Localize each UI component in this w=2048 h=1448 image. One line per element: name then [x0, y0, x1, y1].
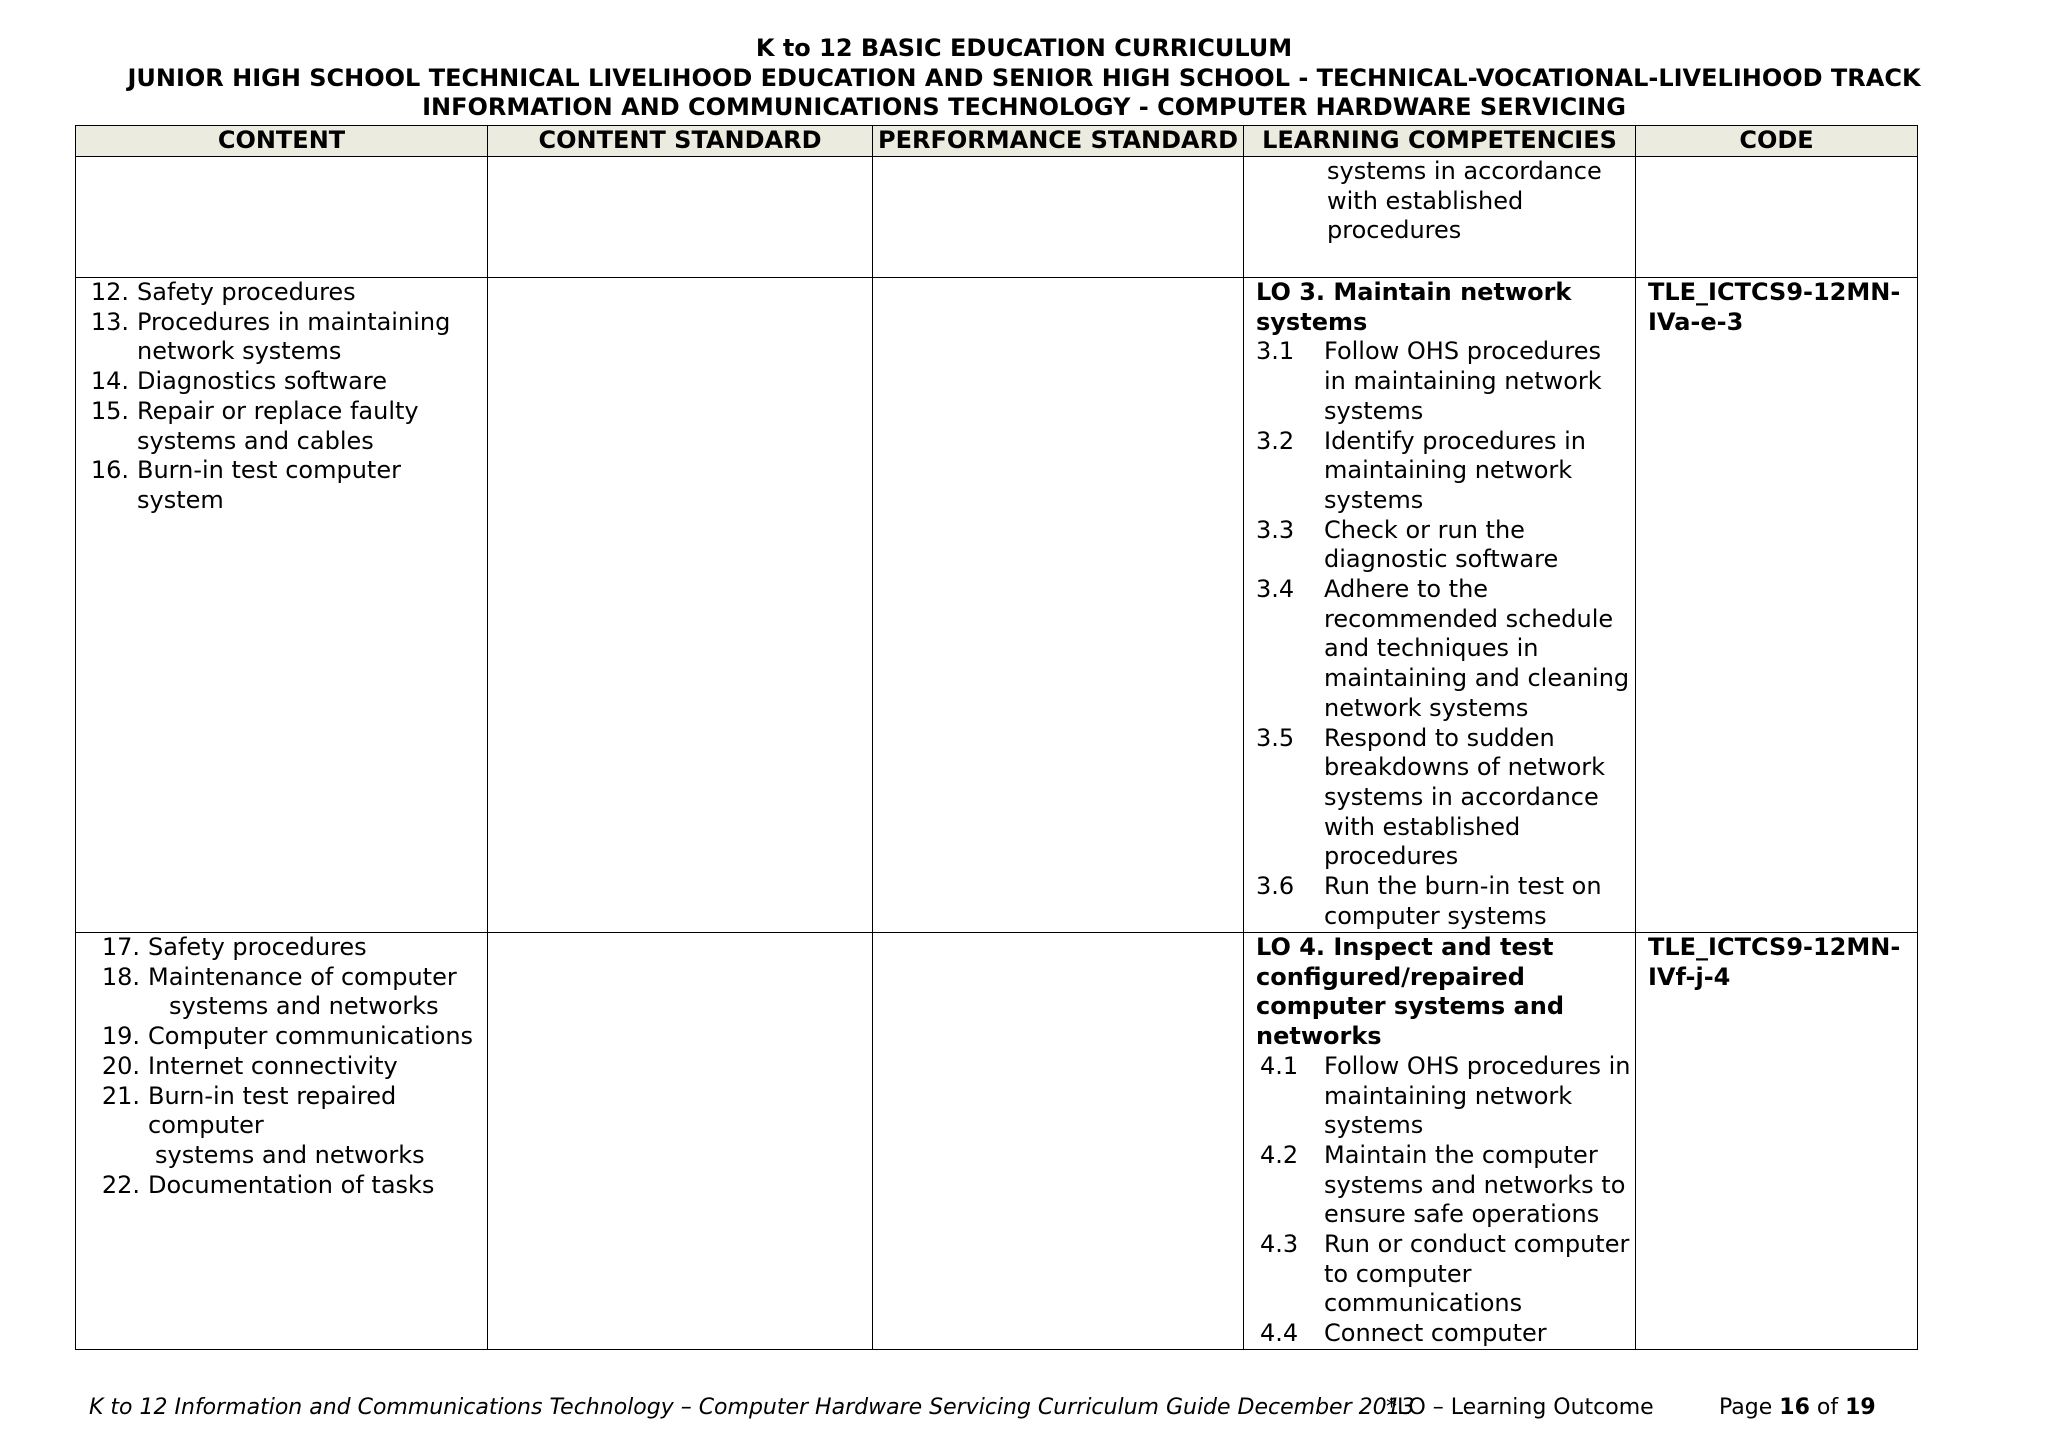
content-item-text	[148, 933, 487, 963]
learning-outcome-title-line: LO 3. Maintain network	[1256, 278, 1572, 306]
content-item-text	[148, 1022, 487, 1052]
competency-text-line: network systems	[1324, 693, 1529, 722]
competency-text-line: to computer	[1324, 1259, 1472, 1288]
competency-code-line: IVa-e-3	[1648, 307, 1744, 336]
content-standard-cell	[488, 157, 873, 278]
page-of: of	[1816, 1395, 1839, 1420]
content-item-line: Diagnostics software	[137, 367, 387, 396]
column-header-code: CODE	[1636, 126, 1918, 157]
competency-item	[1244, 337, 1635, 426]
content-item-text	[148, 1171, 487, 1201]
competency-block	[1244, 278, 1635, 932]
competency-item	[1244, 1141, 1635, 1230]
content-item-text	[148, 1082, 487, 1171]
content-list	[76, 933, 487, 1349]
competency-text-line: Maintain the computer	[1324, 1140, 1598, 1169]
learning-outcome-title-line: systems	[1256, 307, 1368, 336]
competency-text-line: Adhere to the	[1324, 575, 1489, 604]
content-item-line: network systems	[137, 337, 342, 366]
table-header-row	[76, 126, 1918, 157]
content-item-number: 20.	[101, 1051, 140, 1080]
code-cell	[1636, 278, 1918, 933]
competency-line: with established	[1327, 186, 1524, 215]
column-header-content: CONTENT	[76, 126, 488, 157]
competency-number: 4.2	[1260, 1140, 1299, 1169]
performance-standard-cell	[873, 157, 1244, 278]
competency-text-line: in maintaining network	[1324, 367, 1602, 396]
content-item-line: Procedures in maintaining	[137, 307, 451, 336]
table-row	[76, 278, 1918, 933]
content-item-text	[137, 278, 487, 308]
content-item-number: 18.	[101, 962, 140, 991]
content-item-text	[148, 1052, 487, 1082]
performance-standard-cell	[873, 278, 1244, 933]
competency-item	[1244, 872, 1635, 931]
content-item-line: Burn-in test repaired	[148, 1081, 397, 1110]
competency-item	[1244, 575, 1635, 724]
competency-text	[1324, 337, 1635, 426]
content-item	[76, 308, 487, 367]
competency-text-line: systems and networks to	[1324, 1170, 1626, 1199]
competency-text-line: Respond to sudden	[1324, 723, 1555, 752]
competency-text-line: maintaining network	[1324, 456, 1573, 485]
page-current: 16	[1779, 1395, 1810, 1420]
content-item-line: Repair or replace faulty	[137, 396, 419, 425]
competency-text-line: maintaining and cleaning	[1324, 664, 1630, 693]
content-item	[76, 278, 487, 308]
competency-list	[1244, 337, 1635, 931]
competency-text	[1324, 575, 1635, 724]
competency-number: 4.1	[1260, 1051, 1299, 1080]
competency-line: systems in accordance	[1327, 157, 1602, 185]
content-item	[76, 456, 487, 515]
competency-number: 3.5	[1256, 723, 1295, 752]
content-item-number: 13.	[90, 307, 129, 336]
competency-text-line: diagnostic software	[1324, 545, 1559, 574]
competency-text-line: Connect computer	[1324, 1319, 1547, 1348]
competency-continuation	[1244, 157, 1635, 277]
competency-item	[1244, 1319, 1635, 1349]
content-item-line: Burn-in test computer system	[137, 456, 401, 514]
table-row	[76, 933, 1918, 1350]
competency-text-line: breakdowns of network	[1324, 753, 1606, 782]
competency-text-line: Run the burn-in test on	[1324, 872, 1602, 901]
content-item	[76, 1022, 487, 1052]
content-item-line: systems and cables	[137, 426, 374, 455]
content-item	[76, 367, 487, 397]
competency-text-line: systems	[1324, 1111, 1424, 1140]
content-item-line: systems and networks	[155, 1140, 425, 1169]
content-item	[76, 1082, 487, 1171]
content-cell	[76, 157, 488, 278]
competency-text	[1324, 1230, 1635, 1319]
content-item-number: 16.	[90, 456, 129, 485]
learning-competencies-cell	[1244, 278, 1636, 933]
content-item-text	[137, 308, 487, 367]
content-standard-cell	[488, 933, 873, 1350]
content-item-line: Safety procedures	[137, 278, 356, 306]
competency-number: 3.2	[1256, 426, 1295, 455]
performance-standard-cell	[873, 933, 1244, 1350]
content-item-line: Computer communications	[148, 1022, 474, 1051]
learning-outcome-title	[1244, 278, 1635, 337]
competency-code-line: TLE_ICTCS9-12MN-	[1648, 933, 1901, 961]
content-item-number: 21.	[101, 1081, 140, 1110]
content-cell	[76, 933, 488, 1350]
content-item	[76, 397, 487, 456]
competency-number: 3.6	[1256, 872, 1295, 901]
content-item-number: 22.	[101, 1170, 140, 1199]
column-header-learning-competencies: LEARNING COMPETENCIES	[1244, 126, 1636, 157]
competency-code	[1636, 933, 1917, 1349]
learning-outcome-title-line: configured/repaired	[1256, 962, 1525, 991]
competency-text-line: and techniques in	[1324, 634, 1539, 663]
content-item-number: 12.	[90, 278, 129, 306]
header-line-1: K to 12 BASIC EDUCATION CURRICULUM	[755, 34, 1293, 62]
competency-text-line: procedures	[1324, 842, 1459, 871]
column-header-performance-standard: PERFORMANCE STANDARD	[873, 126, 1244, 157]
competency-number: 4.4	[1260, 1319, 1299, 1348]
competency-text	[1324, 872, 1635, 931]
content-item-number: 17.	[101, 933, 140, 961]
content-item	[76, 1052, 487, 1082]
content-item-line: systems and networks	[169, 992, 439, 1021]
competency-text-line: Check or run the	[1324, 515, 1525, 544]
competency-text-line: Follow OHS procedures in	[1324, 1051, 1631, 1080]
column-header-content-standard: CONTENT STANDARD	[488, 126, 873, 157]
competency-text-line: systems	[1324, 485, 1424, 514]
code-cell	[1636, 157, 1918, 278]
content-item	[76, 933, 487, 963]
header-line-3: INFORMATION AND COMMUNICATIONS TECHNOLOGY - COMPUTER HARDWARE SERVICING	[422, 93, 1626, 121]
competency-line: procedures	[1327, 216, 1462, 245]
learning-outcome-title	[1244, 933, 1635, 1052]
content-item-text	[137, 367, 487, 397]
document-header	[0, 34, 2048, 123]
content-item	[76, 1171, 487, 1201]
page-label: Page	[1719, 1395, 1773, 1420]
competency-text-line: systems	[1324, 396, 1424, 425]
competency-text	[1324, 1141, 1635, 1230]
header-line-2: JUNIOR HIGH SCHOOL TECHNICAL LIVELIHOOD EDUCATION AND SENIOR HIGH SCHOOL - TECHNICAL-VOCATIONAL-LIVELIHOOD TRACK	[127, 63, 1921, 92]
content-item-text	[148, 963, 487, 1022]
content-item-line: computer	[148, 1111, 264, 1140]
competency-text-line: Follow OHS procedures	[1324, 337, 1601, 366]
competency-item	[1244, 427, 1635, 516]
competency-text-line: recommended schedule	[1324, 604, 1614, 633]
content-item-number: 15.	[90, 396, 129, 425]
content-item-line: Maintenance of computer	[148, 962, 457, 991]
competency-list	[1244, 1052, 1635, 1349]
content-item-line: Safety procedures	[148, 933, 367, 961]
competency-item	[1244, 516, 1635, 575]
content-list	[76, 278, 487, 932]
competency-number: 3.1	[1256, 337, 1295, 366]
competency-text-line: maintaining network	[1324, 1081, 1573, 1110]
competency-text-line: systems in accordance	[1324, 782, 1599, 811]
content-item-number: 14.	[90, 367, 129, 396]
content-item-text	[137, 456, 487, 515]
content-cell	[76, 278, 488, 933]
learning-competencies-cell	[1244, 933, 1636, 1350]
content-item-text	[137, 397, 487, 456]
content-standard-cell	[488, 278, 873, 933]
competency-code-line: TLE_ICTCS9-12MN-	[1648, 278, 1901, 306]
competency-text	[1324, 1319, 1635, 1349]
competency-text	[1324, 1052, 1635, 1141]
competency-text	[1324, 516, 1635, 575]
competency-text-line: Run or conduct computer	[1324, 1230, 1630, 1259]
competency-number: 4.3	[1260, 1230, 1299, 1259]
competency-block	[1244, 933, 1635, 1349]
competency-text	[1324, 724, 1635, 873]
learning-outcome-title-line: computer systems and	[1256, 992, 1565, 1021]
page-total: 19	[1845, 1395, 1876, 1420]
code-cell	[1636, 933, 1918, 1350]
learning-competencies-cell	[1244, 157, 1636, 278]
competency-text-line: communications	[1324, 1289, 1523, 1318]
learning-outcome-title-line: networks	[1256, 1022, 1382, 1051]
competency-number: 3.3	[1256, 515, 1295, 544]
competency-code	[1636, 278, 1917, 932]
footer-lo-note: *LO – Learning Outcome	[1386, 1395, 1654, 1420]
table-row	[76, 157, 1918, 278]
competency-item	[1244, 724, 1635, 873]
competency-text	[1324, 427, 1635, 516]
content-item-number: 19.	[101, 1022, 140, 1051]
competency-text-line: computer systems	[1324, 901, 1547, 930]
content-item-line: Documentation of tasks	[148, 1170, 435, 1199]
competency-item	[1244, 1230, 1635, 1319]
competency-item	[1244, 1052, 1635, 1141]
footer-guide-title: K to 12 Information and Communications Technology – Computer Hardware Servicing Curriculum Guide December 2013	[89, 1395, 1415, 1420]
content-item	[76, 963, 487, 1022]
footer-page-number	[1719, 1394, 1876, 1422]
competency-text-line: ensure safe operations	[1324, 1200, 1600, 1229]
competency-number: 3.4	[1256, 575, 1295, 604]
competency-text-line: with established	[1324, 812, 1521, 841]
competency-text-line: Identify procedures in	[1324, 426, 1587, 455]
content-item-line: Internet connectivity	[148, 1051, 398, 1080]
competency-code-line: IVf-j-4	[1648, 962, 1731, 991]
curriculum-table	[75, 125, 1918, 1350]
learning-outcome-title-line: LO 4. Inspect and test	[1256, 933, 1554, 961]
